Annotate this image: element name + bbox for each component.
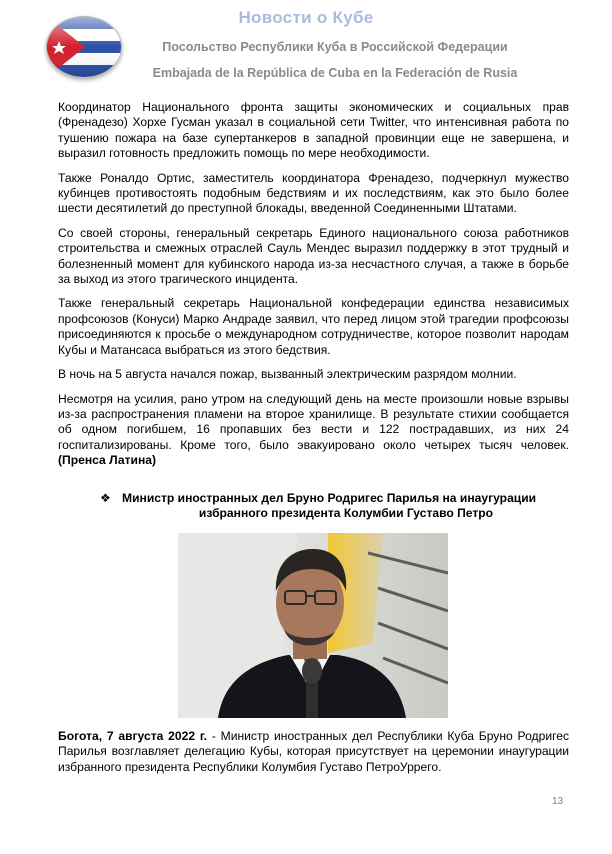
caption-text: - Министр иностранных дел Республики Куба Бруно Родригес Парилья возглавляет делегацию Кубы, которая присутствует на церемонии инаугурации избранного президента Республики Колумбия Густаво ПетроУррего. bbox=[58, 729, 569, 774]
source-credit: (Пренса Латина) bbox=[58, 453, 157, 468]
paragraph: Со своей стороны, генеральный секретарь Единого национального союза работников строительства и смежных отраслей Сауль Мендес выразил поддержку в этот трудный и болезненный момент для кубинского народа из-за несчастного случая, а также в борьбе за выход из этого трагического инцидента. bbox=[58, 225, 569, 287]
photo-caption bbox=[58, 729, 569, 775]
paragraph: В ночь на 5 августа начался пожар, вызванный электрическим разрядом молнии. bbox=[58, 367, 517, 382]
paragraph: Также генеральный секретарь Национальной конфедерации единства независимых профсоюзов (Конуси) Марко Андраде заявил, что перед лицом этой трагедии профсоюзы присоединяются к просьбе о международном сотрудничестве, которое позволит народам Кубы и Матансаса выбраться из этого бедствия. bbox=[58, 296, 569, 357]
paragraph-with-source bbox=[58, 392, 569, 469]
heading-line-1: Министр иностранных дел Бруно Родригес Парилья на инаугурации bbox=[122, 491, 537, 505]
page-header bbox=[0, 0, 612, 95]
article-body bbox=[58, 100, 569, 478]
bullet-diamond-icon: ❖ bbox=[100, 491, 111, 505]
page-number: 13 bbox=[552, 796, 564, 807]
heading-line-2: избранного президента Колумбии Густаво Петро bbox=[198, 506, 494, 520]
article-photo bbox=[178, 533, 448, 718]
paragraph: Также Роналдо Ортис, заместитель координатора Френадезо, подчеркнул мужество кубинцев противостоять подобным бедствиям и их последствиям, как это было более шести десятилетий до преступной блокады, введенной Соединенными Штатами. bbox=[58, 170, 569, 216]
paragraph-text: Несмотря на усилия, рано утром на следующий день на месте произошли новые взрывы из-за распространения пламени на второе хранилище. В результате стихии сообщается об одном погибшем, 16 пропавших без вести и 122 пострадавших, из них 24 госпитализированы. Кроме того, было эвакуировано около четырех тысяч человек. bbox=[58, 391, 569, 452]
newsletter-title: Новости о Кубе bbox=[238, 8, 374, 27]
embassy-name-spanish: Embajada de la República de Cuba en la Federación de Rusia bbox=[152, 66, 518, 80]
embassy-name-russian: Посольство Республики Куба в Российской Федерации bbox=[162, 40, 508, 54]
paragraph: Координатор Национального фронта защиты экономических и социальных прав (Френадезо) Хорхе Гусман указал в социальной сети Twitter, что интенсивная работа по тушению пожара на базе супертанкеров в западной провинции еще не завершена, и выразил готовность предложить помощь по мере необходимости. bbox=[58, 100, 569, 161]
dateline: Богота, 7 августа 2022 г. bbox=[58, 729, 208, 743]
